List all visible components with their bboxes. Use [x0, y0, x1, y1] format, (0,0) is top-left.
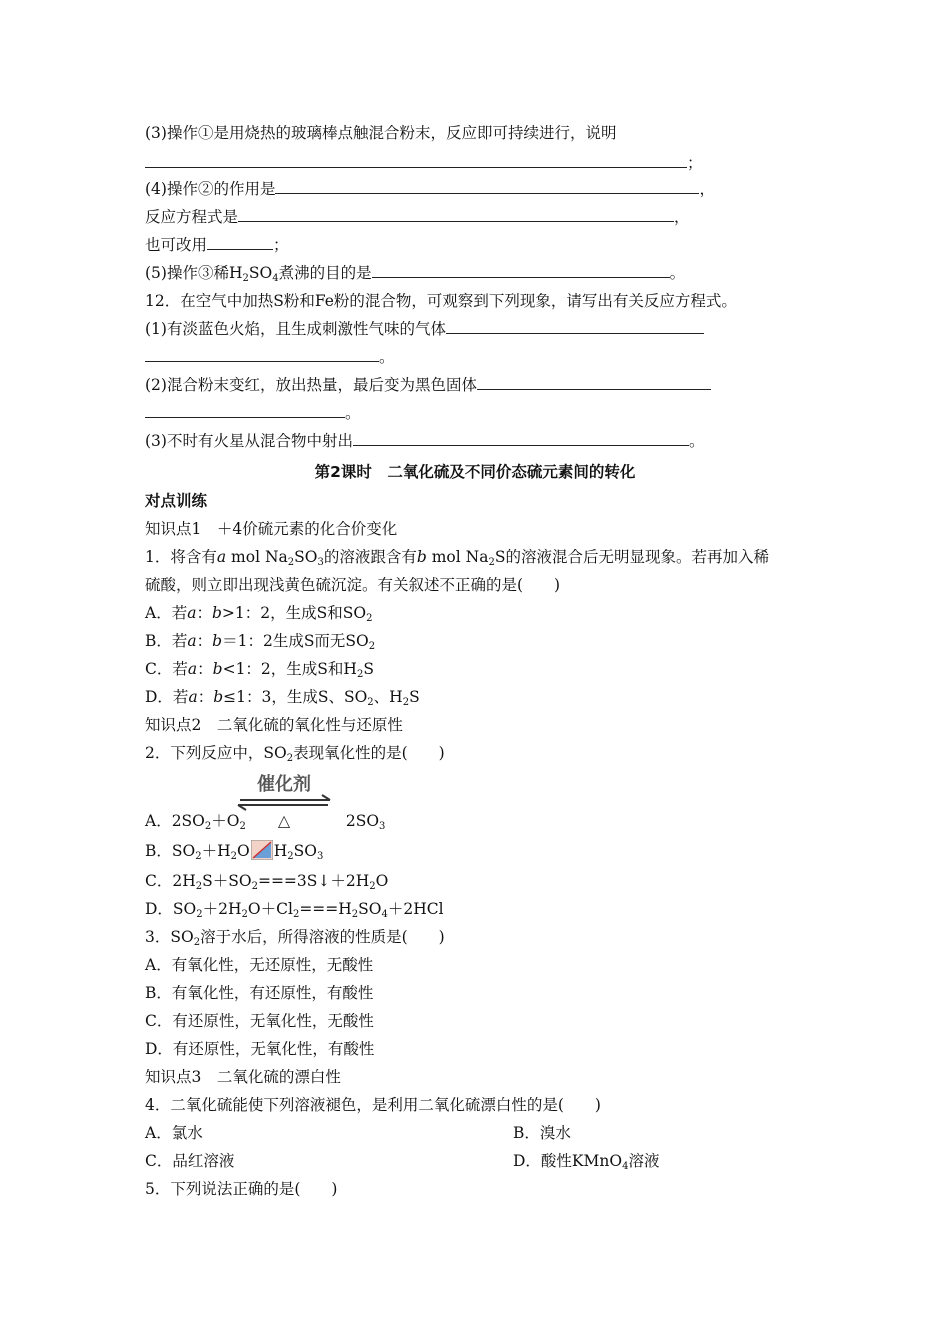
- q4-option-b[interactable]: B．溴水: [513, 1124, 571, 1142]
- q1-stem-line1: 1．将含有a mol $Na_2SO_3$的溶液跟含有b mol $Na_2S$的溶液混合后无明显现象。若再加入稀: [145, 548, 769, 568]
- q4-option-a[interactable]: A．氯水: [145, 1124, 203, 1142]
- q2-option-d[interactable]: D．$SO_2+2H_2O+Cl_2===H_2SO_4+2HCl$: [145, 900, 444, 920]
- q2-option-a[interactable]: A．$2SO_2+O_2$ $2SO_3$: [145, 812, 386, 832]
- answer-blank[interactable]: [446, 318, 704, 334]
- q12-part1-line: (1)有淡蓝色火焰，且生成刺激性气味的气体: [145, 318, 704, 340]
- q3-option-c[interactable]: C．有还原性，无氧化性，无酸性: [145, 1012, 374, 1030]
- q12-part3-line: (3)不时有火星从混合物中射出 。: [145, 432, 705, 450]
- catalyst-label: 催化剂: [257, 774, 311, 795]
- answer-blank[interactable]: [477, 374, 711, 390]
- q1-option-a[interactable]: A．若a：b>1：2，生成S和$SO_2$: [145, 604, 373, 624]
- knowledge-point-2: 知识点2 二氧化硫的氧化性与还原性: [145, 716, 403, 734]
- q11-part3-text: (3)操作①是用烧热的玻璃棒点触混合粉末，反应即可持续进行，说明: [145, 124, 617, 142]
- q12-part2-cont: 。: [145, 402, 361, 424]
- q3-option-b[interactable]: B．有氧化性，有还原性，有酸性: [145, 984, 374, 1002]
- reversible-arrow-icon: [251, 840, 273, 860]
- q11-equation-line: 反应方程式是 ，: [145, 208, 690, 226]
- answer-blank[interactable]: [238, 206, 674, 222]
- answer-blank[interactable]: [207, 234, 273, 250]
- q4-options-row2: [145, 1150, 660, 1172]
- q11-part5-line: (5)操作③稀$H_2SO_4$煮沸的目的是 。: [145, 264, 686, 284]
- q11-part3-answer-line: ；: [145, 152, 703, 174]
- heat-symbol: △: [277, 811, 291, 830]
- q1-option-c[interactable]: C．若a：b<1：2，生成S和$H_2S$: [145, 660, 374, 680]
- q3-option-a[interactable]: A．有氧化性，无还原性，无酸性: [145, 956, 374, 974]
- q12-part1-cont: 。: [145, 346, 395, 368]
- training-heading: 对点训练: [145, 492, 208, 510]
- q11-part4-line: (4)操作②的作用是 ，: [145, 180, 715, 198]
- q4-options-row1: [145, 1122, 571, 1144]
- answer-blank[interactable]: [353, 430, 689, 446]
- q2-stem: 2．下列反应中，$SO_2$表现氧化性的是( ): [145, 744, 445, 764]
- q4-option-c[interactable]: C．品红溶液: [145, 1152, 235, 1170]
- q5-stem: 5．下列说法正确的是( ): [145, 1180, 338, 1198]
- q3-option-d[interactable]: D．有还原性，无氧化性，有酸性: [145, 1040, 375, 1058]
- q2-option-c[interactable]: C．$2H_2S+SO_2===3S↓+2H_2O$: [145, 872, 389, 892]
- answer-blank[interactable]: [145, 152, 687, 168]
- section-title: 第2课时 二氧化硫及不同价态硫元素间的转化: [314, 463, 636, 481]
- q11-alt-line: 也可改用 ；: [145, 236, 289, 254]
- q1-option-d[interactable]: D．若a：b≤1：3，生成S、$SO_2$、$H_2S$: [145, 688, 420, 708]
- q4-stem: 4．二氧化硫能使下列溶液褪色，是利用二氧化硫漂白性的是( ): [145, 1096, 601, 1114]
- q12-stem: 12．在空气中加热S粉和Fe粉的混合物，可观察到下列现象，请写出有关反应方程式。: [145, 292, 737, 310]
- q1-stem-line2: 硫酸，则立即出现浅黄色硫沉淀。有关叙述不正确的是( ): [145, 576, 561, 594]
- q12-part2-line: (2)混合粉末变红，放出热量，最后变为黑色固体: [145, 374, 711, 396]
- answer-blank[interactable]: [145, 346, 379, 362]
- q3-stem: 3．$SO_2$溶于水后，所得溶液的性质是( ): [145, 928, 445, 948]
- q1-option-b[interactable]: B．若a：b＝1：2生成S而无$SO_2$: [145, 632, 376, 652]
- knowledge-point-3: 知识点3 二氧化硫的漂白性: [145, 1068, 341, 1086]
- q11-part3-line: [145, 122, 616, 144]
- answer-blank[interactable]: [372, 262, 670, 278]
- answer-blank[interactable]: [275, 178, 699, 194]
- knowledge-point-1: 知识点1 ＋4价硫元素的化合价变化: [145, 520, 398, 538]
- q2-option-b[interactable]: B．$SO_2+H_2O$ $H_2SO_3$: [145, 842, 324, 862]
- q4-option-d[interactable]: D．酸性KMnO$_4$溶液: [513, 1152, 660, 1172]
- answer-blank[interactable]: [145, 402, 345, 418]
